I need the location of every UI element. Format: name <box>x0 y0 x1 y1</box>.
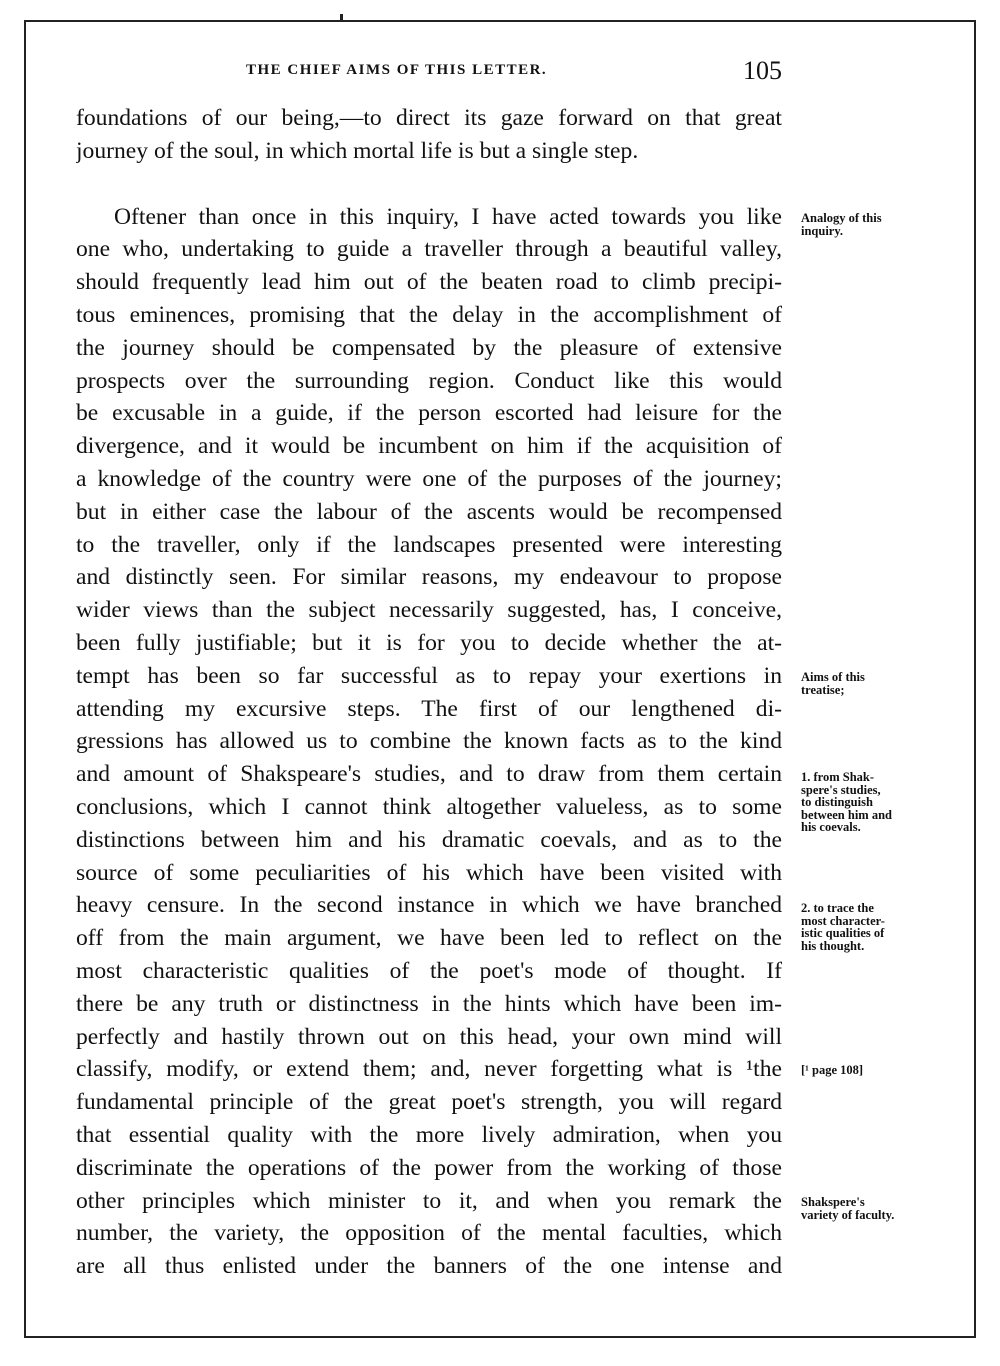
text-line: there be any truth or distinctness in the hints which have been im- <box>76 990 782 1017</box>
margin-note-line: variety of faculty. <box>801 1207 895 1222</box>
margin-note-line: Shakspere's <box>801 1195 865 1209</box>
margin-note-line: 2. to trace the <box>801 901 874 915</box>
binding-mark <box>340 14 343 22</box>
page-number: 105 <box>743 56 782 85</box>
margin-note-line: Analogy of this <box>801 211 882 225</box>
text-line: should frequently lead him out of the beaten road to climb precipi- <box>76 269 782 296</box>
text-line: the journey should be compensated by the pleasure of extensive <box>76 334 782 361</box>
margin-note-line: [¹ page 108] <box>801 1063 864 1077</box>
text-line: be excusable in a guide, if the person escorted had leisure for the <box>76 400 782 427</box>
text-line: other principles which minister to it, and when you remark the <box>76 1187 782 1214</box>
text-line: perfectly and hastily thrown out on this head, your own mind will <box>76 1023 782 1050</box>
text-line: wider views than the subject necessarily suggested, has, I conceive, <box>76 597 782 624</box>
running-title: THE CHIEF AIMS OF THIS LETTER. <box>246 62 548 78</box>
margin-note-variety <box>801 1196 936 1221</box>
paragraph-gap <box>76 168 782 201</box>
margin-note-line: most character- <box>801 913 885 928</box>
text-line: to the traveller, only if the landscapes presented were interesting <box>76 531 782 558</box>
margin-note-line: his coevals. <box>801 820 861 834</box>
margin-note-studies <box>801 771 936 834</box>
text-line: classify, modify, or extend them; and, never forgetting what is ¹the <box>76 1056 782 1083</box>
text-line: most characteristic qualities of the poet's mode of thought. If <box>76 957 782 984</box>
text-line: number, the variety, the opposition of the mental faculties, which <box>76 1220 782 1247</box>
margin-note-line: treatise; <box>801 682 845 697</box>
main-text <box>76 102 782 1283</box>
margin-note-page-ref <box>801 1064 936 1077</box>
text-line: been fully justifiable; but it is for you to decide whether the at- <box>76 629 782 656</box>
text-line: discriminate the operations of the power from the working of those <box>76 1154 782 1181</box>
text-line: off from the main argument, we have been led to reflect on the <box>76 925 782 952</box>
text-line: journey of the soul, in which mortal life is but a single step. <box>76 137 639 164</box>
text-line: attending my excursive steps. The first of our lengthened di- <box>76 695 782 722</box>
text-line: but in either case the labour of the ascents would be recompensed <box>76 498 782 525</box>
margin-note-line: his thought. <box>801 938 865 953</box>
margin-note-line: inquiry. <box>801 223 844 238</box>
text-line: source of some peculiarities of his which have been visited with <box>76 859 782 886</box>
margin-note-line: between him and <box>801 807 892 822</box>
text-line: Oftener than once in this inquiry, I have acted towards you like <box>114 203 782 230</box>
text-line: distinctions between him and his dramatic coevals, and as to the <box>76 826 782 853</box>
text-line: and distinctly seen. For similar reasons, my endeavour to propose <box>76 564 782 591</box>
margin-note-analogy <box>801 212 936 237</box>
text-line: divergence, and it would be incumbent on him if the acquisition of <box>76 433 782 460</box>
text-line: one who, undertaking to guide a traveller through a beautiful valley, <box>76 236 782 263</box>
text-line: fundamental principle of the great poet's strength, you will regard <box>76 1089 782 1116</box>
text-line: a knowledge of the country were one of the purposes of the journey; <box>76 465 782 492</box>
text-line: foundations of our being,—to direct its gaze forward on that great <box>76 105 782 131</box>
margin-note-line: spere's studies, <box>801 782 881 797</box>
text-line: prospects over the surrounding region. Conduct like this would <box>76 367 782 394</box>
margin-note-aims <box>801 671 936 696</box>
text-line: tous eminences, promising that the delay in the accomplishment of <box>76 301 782 328</box>
margin-note-line: to distinguish <box>801 795 873 809</box>
text-line: that essential quality with the more lively admiration, when you <box>76 1121 782 1148</box>
page-header <box>76 56 782 90</box>
margin-note-thought <box>801 902 936 952</box>
margin-note-line: istic qualities of <box>801 926 885 940</box>
text-line: heavy censure. In the second instance in which we have branched <box>76 892 782 919</box>
margin-note-line: 1. from Shak- <box>801 770 875 784</box>
text-line: gressions has allowed us to combine the known facts as to the kind <box>76 728 782 755</box>
margin-note-line: Aims of this <box>801 670 865 684</box>
text-line: and amount of Shakspeare's studies, and to draw from them certain <box>76 761 782 788</box>
text-line: conclusions, which I cannot think altogether valueless, as to some <box>76 793 782 820</box>
text-line: are all thus enlisted under the banners of the one intense and <box>76 1253 782 1280</box>
text-line: tempt has been so far successful as to repay your exertions in <box>76 662 782 689</box>
